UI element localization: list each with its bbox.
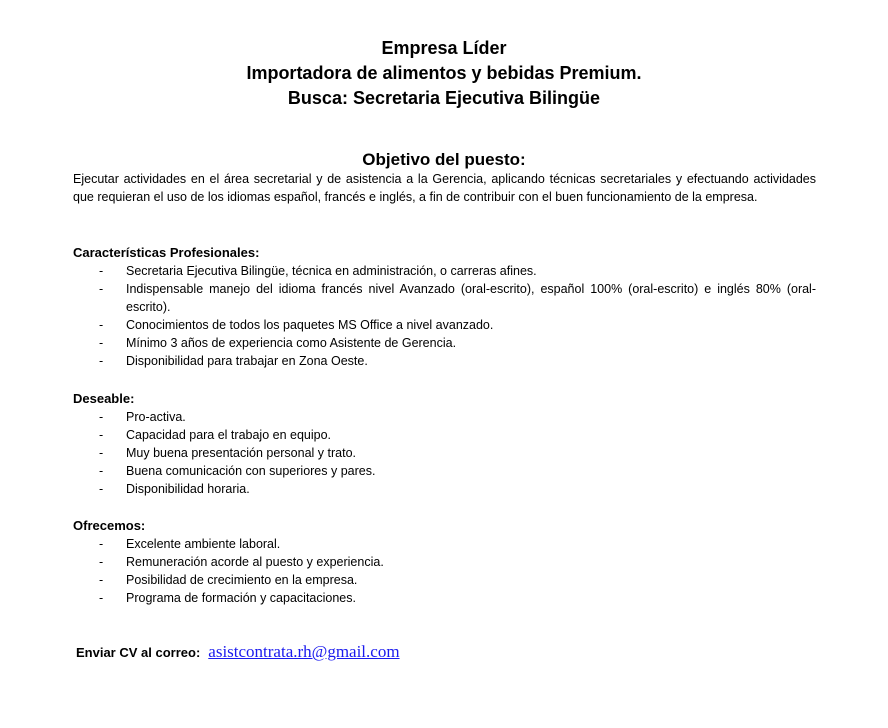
list-item-text: Disponibilidad horaria. (126, 482, 250, 496)
list-item-text: Conocimientos de todos los paquetes MS Office a nivel avanzado. (126, 318, 494, 332)
list-item (73, 462, 816, 480)
offer-section-title: Ofrecemos: (73, 518, 146, 533)
list-item (73, 480, 816, 498)
list-dash: - (99, 318, 104, 332)
professional-list (73, 262, 816, 370)
desirable-section-title: Deseable: (73, 391, 135, 406)
list-dash: - (99, 282, 104, 296)
list-item-text: Programa de formación y capacitaciones. (126, 591, 356, 605)
company-description: Importadora de alimentos y bebidas Premium. (246, 63, 642, 83)
desirable-section (73, 390, 816, 498)
list-item (73, 589, 816, 607)
email-link[interactable]: asistcontrata.rh@gmail.com (208, 642, 400, 661)
list-dash: - (99, 354, 104, 368)
job-title: Busca: Secretaria Ejecutiva Bilingüe (287, 88, 601, 108)
desirable-list (73, 408, 816, 498)
list-item-text: Posibilidad de crecimiento en la empresa. (126, 573, 358, 587)
objective-title: Objetivo del puesto: (362, 150, 526, 169)
company-name: Empresa Líder (381, 38, 507, 58)
list-item-text: Excelente ambiente laboral. (126, 537, 281, 551)
list-item-text: Indispensable manejo del idioma francés nivel Avanzado (oral-escrito), español 100% (oral-escrito) e inglés 80% (oral-escrito). (126, 282, 816, 314)
list-item-text: Muy buena presentación personal y trato. (126, 446, 356, 460)
list-dash: - (99, 555, 104, 569)
list-item (73, 408, 816, 426)
list-dash: - (99, 591, 104, 605)
contact-label: Enviar CV al correo: (76, 645, 201, 660)
offer-section (73, 517, 816, 607)
list-item (73, 426, 816, 444)
offer-list (73, 535, 816, 607)
list-item-text: Secretaria Ejecutiva Bilingüe, técnica en administración, o carreras afines. (126, 264, 537, 278)
list-item (73, 535, 816, 553)
list-dash: - (99, 573, 104, 587)
list-item-text: Capacidad para el trabajo en equipo. (126, 428, 332, 442)
list-dash: - (99, 537, 104, 551)
list-dash: - (99, 336, 104, 350)
list-dash: - (99, 482, 104, 496)
list-item (73, 553, 816, 571)
list-item-text: Buena comunicación con superiores y pares. (126, 464, 376, 478)
list-item (73, 280, 816, 316)
list-item (73, 571, 816, 589)
list-dash: - (99, 446, 104, 460)
list-dash: - (99, 464, 104, 478)
list-dash: - (99, 410, 104, 424)
list-item (73, 316, 816, 334)
professional-section-title: Características Profesionales: (73, 245, 260, 260)
list-item-text: Mínimo 3 años de experiencia como Asistente de Gerencia. (126, 336, 457, 350)
list-dash: - (99, 428, 104, 442)
objective-text: Ejecutar actividades en el área secretarial y de asistencia a la Gerencia, aplicando técnicas secretariales y efectuando actividades que requieran el uso de los idiomas español, francés e inglés, a fin de contribuir con el buen funcionamiento de la empresa. (73, 172, 816, 204)
list-item-text: Disponibilidad para trabajar en Zona Oeste. (126, 354, 368, 368)
list-item-text: Remuneración acorde al puesto y experiencia. (126, 555, 384, 569)
list-item (73, 352, 816, 370)
list-item (73, 444, 816, 462)
list-dash: - (99, 264, 104, 278)
contact-line (76, 642, 400, 666)
list-item-text: Pro-activa. (126, 410, 186, 424)
posting-header (0, 36, 888, 111)
list-item (73, 334, 816, 352)
list-item (73, 262, 816, 280)
professional-section (73, 244, 816, 370)
